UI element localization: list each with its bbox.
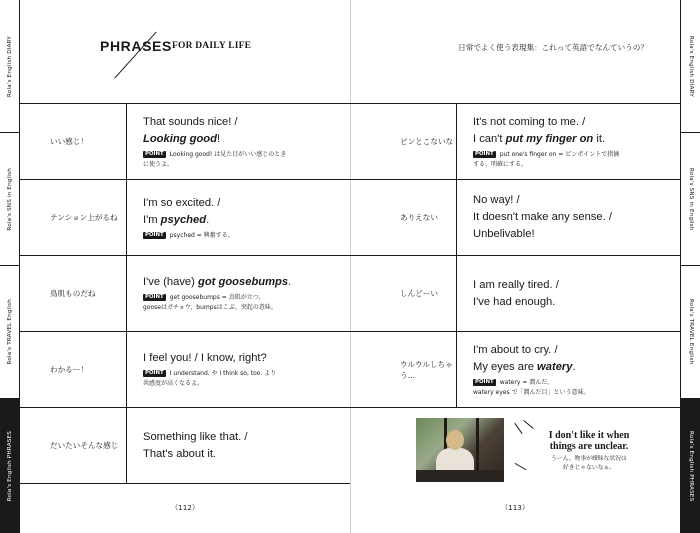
phrase-english: Something like that. / That's about it. (143, 430, 248, 460)
photo-table (416, 470, 504, 482)
point-badge: POINT (145, 370, 164, 376)
point-note: POINT psyched = 興奮する。 (145, 231, 234, 239)
page-subtitle: FOR DAILY LIFE (172, 41, 252, 51)
point-badge: POINT (145, 150, 164, 157)
phrase-row (350, 332, 680, 408)
point-note: POINT put one's finger on = ピンポイントで指摘 する、明確にする。 (473, 150, 620, 168)
phrase-row (350, 180, 680, 256)
phrase-row (350, 256, 680, 332)
page-number-right: （113） (500, 503, 530, 512)
phrase-english: It's not coming to me. / I can't put my finger on it. POINT put one's finger on = ピンポイントで指摘 する、明確にする。 (473, 104, 673, 179)
phrase-english: I'm so excited. / I'm psyched. POINT psyched = 興奮する。 (143, 180, 343, 255)
point-note: POINT get goosebumps = 鳥肌が立つ。 gooseはガチョウ、bumpsはこぶ、突起の意味。 (143, 294, 277, 311)
phrase-row (20, 104, 350, 180)
page-header-left (20, 0, 350, 104)
tab-sns-in-english[interactable]: Rola's SNS in English (0, 133, 20, 266)
phrase-japanese: わかるー！ (20, 332, 127, 407)
page-number-left: （112） (170, 503, 200, 512)
phrase-japanese: いい感じ！ (20, 104, 127, 179)
point-note: POINT Looking good! は見た目がいい感じのとき に使うよ。 (143, 150, 287, 168)
tab-english-phrases[interactable]: Rola's English PHRASES (0, 399, 20, 533)
phrase-row (20, 180, 350, 256)
tab-english-phrases-right[interactable]: Rola's English PHRASES (681, 399, 700, 533)
quote-accent-mark (514, 423, 522, 434)
phrase-japanese: ウルウルしちゃう… (350, 332, 457, 407)
cafe-photo (416, 418, 504, 482)
tab-english-diary[interactable]: Rola's English DIARY (0, 0, 20, 133)
right-page (350, 0, 680, 533)
phrase-english: I'm about to cry. / My eyes are watery. POINT watery = 潤んだ。 watery eyes で「潤んだ目」という意味。 (473, 332, 673, 407)
speech-quote: I don't like it when things are unclear. うーん、物事が曖昧な状況は 好きじゃないなぁ。 (548, 430, 630, 471)
phrase-row (20, 332, 350, 408)
phrase-row (20, 256, 350, 332)
phrase-english: I am really tired. / I've had enough. (473, 278, 559, 308)
photo-quote-area (350, 408, 680, 483)
page-subtitle-japanese: 日常でよく使う表現集：これって英語でなんていうの？ (458, 43, 648, 52)
quote-accent-mark (523, 420, 534, 429)
point-note: POINT watery = 潤んだ。 watery eyes で「潤んだ目」という意味。 (473, 378, 590, 396)
photo-person-head (446, 430, 464, 450)
tab-sns-in-english-right[interactable]: Rola's SNS in English (681, 133, 700, 266)
page-header-right (350, 0, 680, 104)
phrase-japanese: ありえない (350, 180, 457, 255)
point-badge: POINT (145, 231, 164, 238)
phrase-japanese: だいたいそんな感じ (20, 408, 127, 483)
phrase-row (20, 408, 350, 484)
point-badge: POINT (475, 150, 494, 157)
left-section-tabs (0, 0, 20, 533)
phrase-japanese: しんどーい (350, 256, 457, 331)
tab-travel-english[interactable]: Rola's TRAVEL English (0, 266, 20, 399)
quote-accent-mark (515, 463, 527, 470)
tab-travel-english-right[interactable]: Rola's TRAVEL English (681, 266, 700, 399)
phrase-japanese: 鳥肌ものだね (20, 256, 127, 331)
phrase-english: No way! / It doesn't make any sense. / Unbelivable! (473, 194, 612, 240)
point-note: POINT I understand. や I think so, too. より 共感度が高くなるよ。 (143, 370, 277, 387)
point-badge: POINT (475, 378, 494, 385)
tab-english-diary-right[interactable]: Rola's English DIARY (681, 0, 700, 133)
phrase-japanese: ピンとこないな (350, 104, 457, 179)
phrase-row (350, 104, 680, 180)
phrase-english: That sounds nice! / Looking good! POINT Looking good! は見た目がいい感じのとき に使うよ。 (143, 104, 343, 179)
point-badge: POINT (145, 294, 164, 300)
phrase-english: I feel you! / I know, right? POINT I understand. や I think so, too. より 共感度が高くなるよ。 (143, 332, 343, 407)
page-title: PHRASES (100, 38, 172, 54)
right-section-tabs (680, 0, 700, 533)
phrase-japanese: テンション上がるね (20, 180, 127, 255)
phrase-english: I've (have) got goosebumps. POINT get goosebumps = 鳥肌が立つ。 gooseはガチョウ、bumpsはこぶ、突起の意味。 (143, 256, 343, 331)
left-page (20, 0, 350, 533)
